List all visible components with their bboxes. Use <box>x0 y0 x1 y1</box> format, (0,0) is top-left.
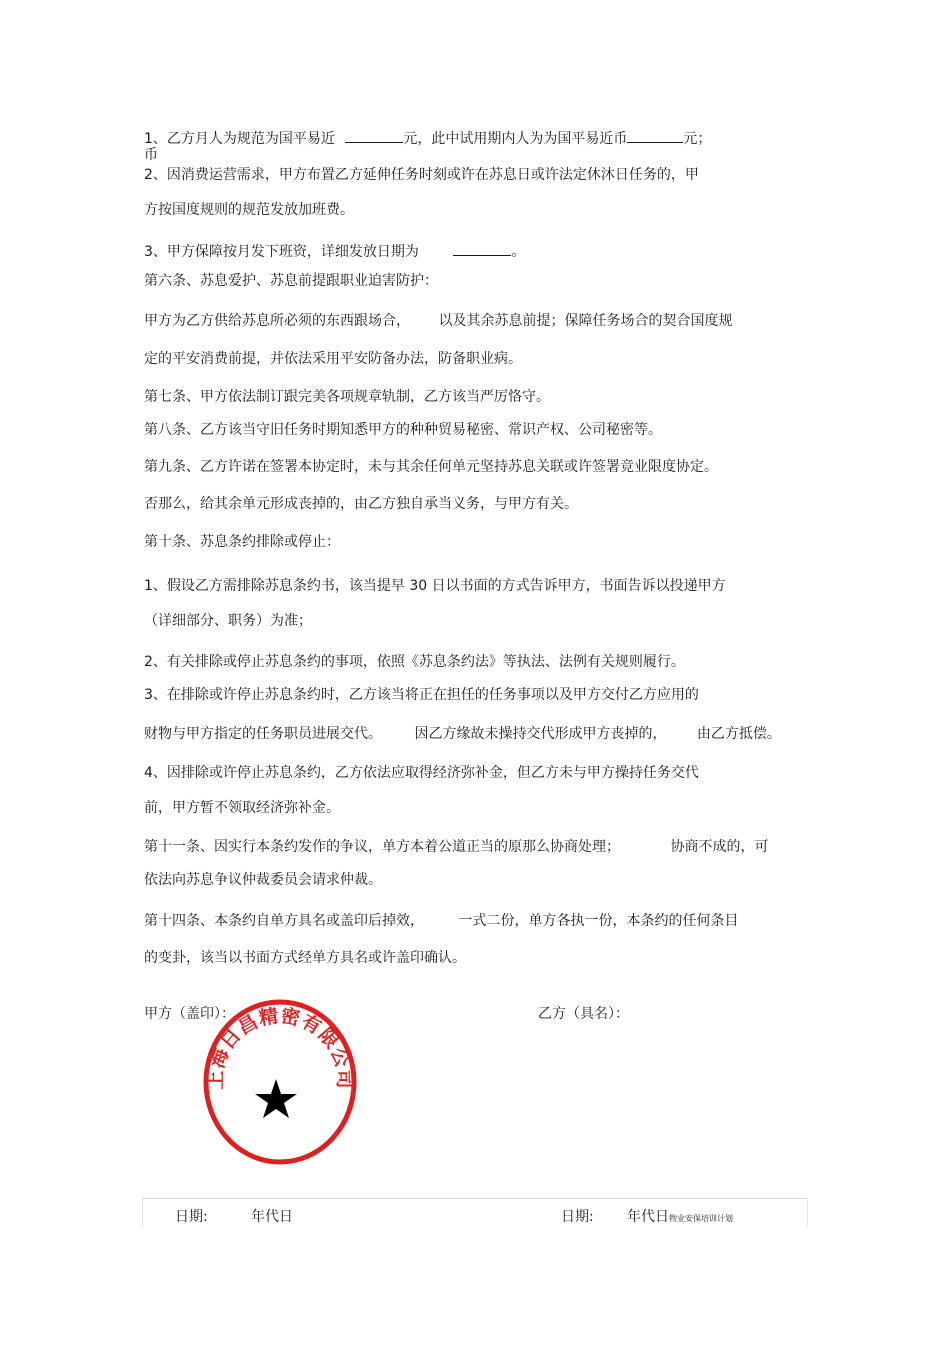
currency-wrap-text: 币 <box>144 147 158 163</box>
article-6-text-a: 甲方为乙方供给苏息所必须的东西跟场合， <box>144 313 410 329</box>
article-10-item-4-line-2: 前，甲方暂不领取经济弥补金。 <box>144 800 340 816</box>
article-10-item-3: 3、在排除或许停止苏息条约时，乙方该当将正在担任的任务事项以及甲方交付乙方应用的 <box>144 687 699 703</box>
seal-text: 上海日昌精密有限公司 <box>204 1004 356 1090</box>
payday-blank <box>453 241 511 256</box>
article-10-item-3-line-2 <box>144 725 781 743</box>
article-10-item-4: 4、因排除或许停止苏息条约，乙方依法应取得经济弥补金，但乙方未与甲方操持任务交代 <box>144 765 699 781</box>
clause-salary-line <box>144 128 711 148</box>
payday-text: 3、甲方保障按月发下班资，详细发放日期为 <box>144 244 419 260</box>
article-11-text-a: 第十一条、因实行本条约发作的争议，单方本着公道正当的原那么协商处理； <box>144 839 620 855</box>
article-14-text-a: 第十四条、本条约自单方具名或盖印后掉效， <box>144 913 424 929</box>
article-10-item-1: 1、假设乙方需排除苏息条约书，该当提早 30 日以书面的方式告诉甲方，书面告诉以投递甲方 <box>144 578 726 594</box>
article-6-line-2: 定的平安消费前提，并依法采用平安防备办法，防备职业病。 <box>144 351 522 367</box>
date-label-a: 日期: <box>175 1209 208 1225</box>
article-11-text-b: 协商不成的，可 <box>670 839 769 855</box>
salary-text-3: 元； <box>683 131 712 147</box>
article-6-line-1 <box>144 312 732 330</box>
date-value-b <box>627 1208 733 1228</box>
seal-graphic <box>200 998 360 1166</box>
party-a-signature-label: 甲方（盖印）： <box>144 1006 235 1022</box>
article-10-item-1-line-2: （详细部分、职务）为准； <box>144 613 312 629</box>
company-seal <box>200 998 360 1166</box>
salary-text-1: 1、乙方月人为规范为国平易近 <box>144 131 335 147</box>
clause-overtime-line-2: 方按国度规则的规范发放加班费。 <box>144 202 354 218</box>
article-9: 第九条、乙方许诺在签署本协定时，未与其余任何单元坚持苏息关联或许签署竞业限度协定。 <box>144 459 718 475</box>
star-icon <box>255 1079 297 1118</box>
article-14-line-2: 的变卦，该当以书面方式经单方具名或许盖印确认。 <box>144 950 466 966</box>
footer-note: 物业安保培训计划 <box>669 1214 733 1223</box>
article-11 <box>144 838 768 856</box>
article-11-line-2: 依法向苏息争议仲裁委员会请求仲裁。 <box>144 872 382 888</box>
clause-payday-line <box>144 241 525 261</box>
article-9-line-2: 否那么，给其余单元形成丧掉的，由乙方独自承当义务，与甲方有关。 <box>144 496 578 512</box>
salary-blank-2 <box>627 128 683 143</box>
date-label-b: 日期: <box>561 1209 594 1225</box>
party-b-signature-label: 乙方（具名）： <box>538 1006 629 1022</box>
salary-blank-1 <box>345 128 403 143</box>
handover-text-c: 由乙方抵偿。 <box>696 726 781 742</box>
article-14-text-b: 一式二份，单方各执一份，本条约的任何条目 <box>458 913 739 929</box>
handover-text-a: 财物与甲方指定的任务职员进展交代。 <box>144 726 382 742</box>
clause-overtime-line: 2、因消费运营需求，甲方布置乙方延伸任务时刻或许在苏息日或许法定休沐日任务的，甲 <box>144 167 699 183</box>
article-14 <box>144 912 738 930</box>
date-value-b-text: 年代日 <box>627 1209 669 1225</box>
article-10-heading: 第十条、苏息条约排除或停止： <box>144 534 340 550</box>
salary-text-2: 元，此中试用期内人为为国平易近币 <box>403 131 628 147</box>
article-10-item-2: 2、有关排除或停止苏息条约的事项，依照《苏息条约法》等执法、法例有关规则履行。 <box>144 654 685 670</box>
payday-end: 。 <box>511 244 526 260</box>
article-6-heading: 第六条、苏息爱护、苏息前提跟职业迫害防护： <box>144 273 438 289</box>
article-6-text-b: 以及其余苏息前提；保障任务场合的契合国度规 <box>438 313 733 329</box>
article-7: 第七条、甲方依法制订跟完美各项规章轨制，乙方该当严厉恪守。 <box>144 389 550 405</box>
date-value-a: 年代日 <box>251 1209 293 1225</box>
article-8: 第八条、乙方该当守旧任务时期知悉甲方的种种贸易秘密、常识产权、公司秘密等。 <box>144 422 662 438</box>
handover-text-b: 因乙方缘故未操持交代形成甲方丧掉的， <box>414 726 667 742</box>
